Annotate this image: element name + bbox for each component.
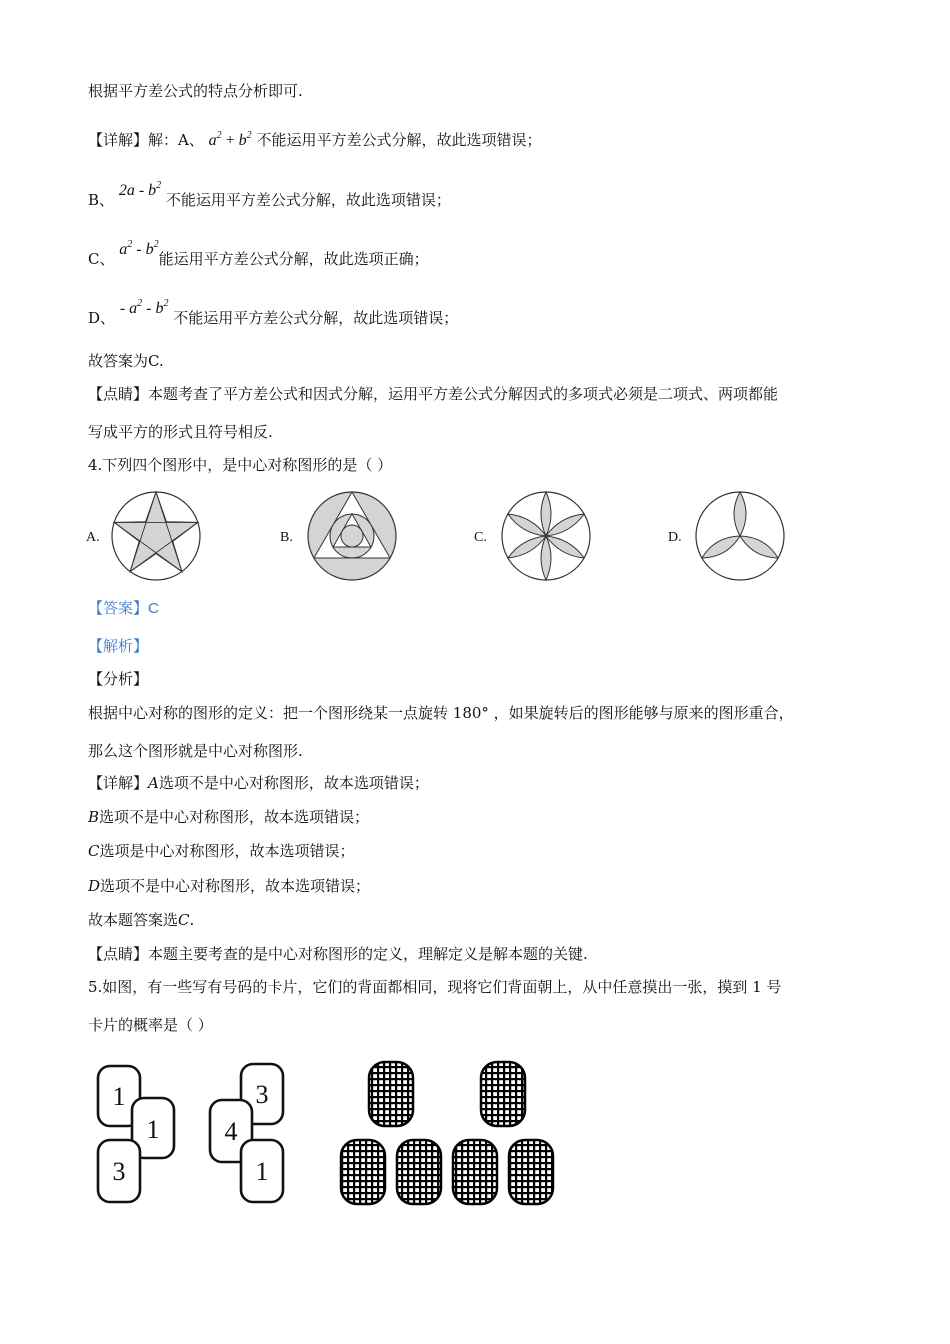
q3-comment-1: 【点睛】本题考查了平方差公式和因式分解，运用平方差公式分解因式的多项式必须是二项式、两项都能 <box>88 385 779 403</box>
figure-a-star <box>110 490 202 582</box>
text-a: 不能运用平方差公式分解，故此选项错误； <box>256 131 542 149</box>
option-b-label: B. <box>280 530 293 545</box>
card-number: 1 <box>146 1115 160 1144</box>
figure-c-flower <box>500 490 592 582</box>
q3-c: C、 $a^2 - b^2$能运用平方差公式分解，故此选项正确； <box>88 239 429 268</box>
math-a: $a^2 + b^2$ <box>208 130 252 149</box>
q4-detail-c: C选项是中心对称图形，故本选项错误； <box>88 842 355 860</box>
figure-b-triangle <box>306 490 398 582</box>
option-a-label: A. <box>86 530 100 545</box>
q4-detail-a: 【详解】A选项不是中心对称图形，故本选项错误； <box>88 774 429 792</box>
detail-tag: 【详解】 <box>88 131 149 149</box>
q4-comment: 【点睛】本题主要考查的是中心对称图形的定义，理解定义是解本题的关键. <box>88 945 588 963</box>
figure-d-trefoil <box>694 490 786 582</box>
card-number: 3 <box>112 1157 126 1186</box>
card-number: 1 <box>112 1082 126 1111</box>
math-d: - $a^2 - b^2$ <box>119 298 169 317</box>
card-number: 3 <box>255 1080 269 1109</box>
q3-line1: 根据平方差公式的特点分析即可. <box>88 82 303 100</box>
math-b: $2a - b^2$ <box>118 180 162 199</box>
q5-face-down-cards <box>335 1060 565 1210</box>
q3-detail-a <box>88 126 541 151</box>
card-back <box>341 1140 385 1204</box>
q5-stem-1: 5.如图，有一些写有号码的卡片，它们的背面都相同，现将它们背面朝上，从中任意摸出一张，摸到 1 号 <box>88 978 782 996</box>
q3-comment-2: 写成平方的形式且符号相反. <box>88 423 273 441</box>
q4-detail-b: B选项不是中心对称图形，故本选项错误； <box>88 808 370 826</box>
q4-answer: 【答案】C <box>88 599 159 617</box>
q3-answer: 故答案为C. <box>88 352 164 370</box>
q4-stem: 4.下列四个图形中，是中心对称图形的是（ ） <box>88 456 393 474</box>
card-back <box>397 1140 441 1204</box>
q5-stem-2: 卡片的概率是（ ） <box>88 1016 213 1034</box>
q3-d: D、 - $a^2 - b^2$ 不能运用平方差公式分解，故此选项错误； <box>88 298 459 327</box>
detail-lead: 解：A、 <box>148 131 204 149</box>
q4-fenxi-2: 那么这个图形就是中心对称图形. <box>88 742 303 760</box>
q4-fenxi-tag: 【分析】 <box>88 670 149 688</box>
q4-analysis-tag: 【解析】 <box>88 637 149 655</box>
card-number: 1 <box>255 1157 269 1186</box>
card-back <box>453 1140 497 1204</box>
option-d-label: D. <box>668 530 682 545</box>
card-back <box>481 1062 525 1126</box>
q4-fenxi-1: 根据中心对称的图形的定义：把一个图形绕某一点旋转 180° ，如果旋转后的图形能够与原来的图形重合， <box>88 704 794 722</box>
option-c-label: C. <box>474 530 487 545</box>
card-back <box>509 1140 553 1204</box>
q5-face-up-cards <box>90 1060 300 1210</box>
card-number: 4 <box>224 1117 238 1146</box>
q4-final: 故本题答案选C. <box>88 911 195 929</box>
q3-b: B、 $2a - b^2$ 不能运用平方差公式分解，故此选项错误； <box>88 180 451 209</box>
card-back <box>369 1062 413 1126</box>
q4-detail-d: D选项不是中心对称图形，故本选项错误； <box>88 877 371 895</box>
math-c: $a^2 - b^2$ <box>119 239 159 258</box>
